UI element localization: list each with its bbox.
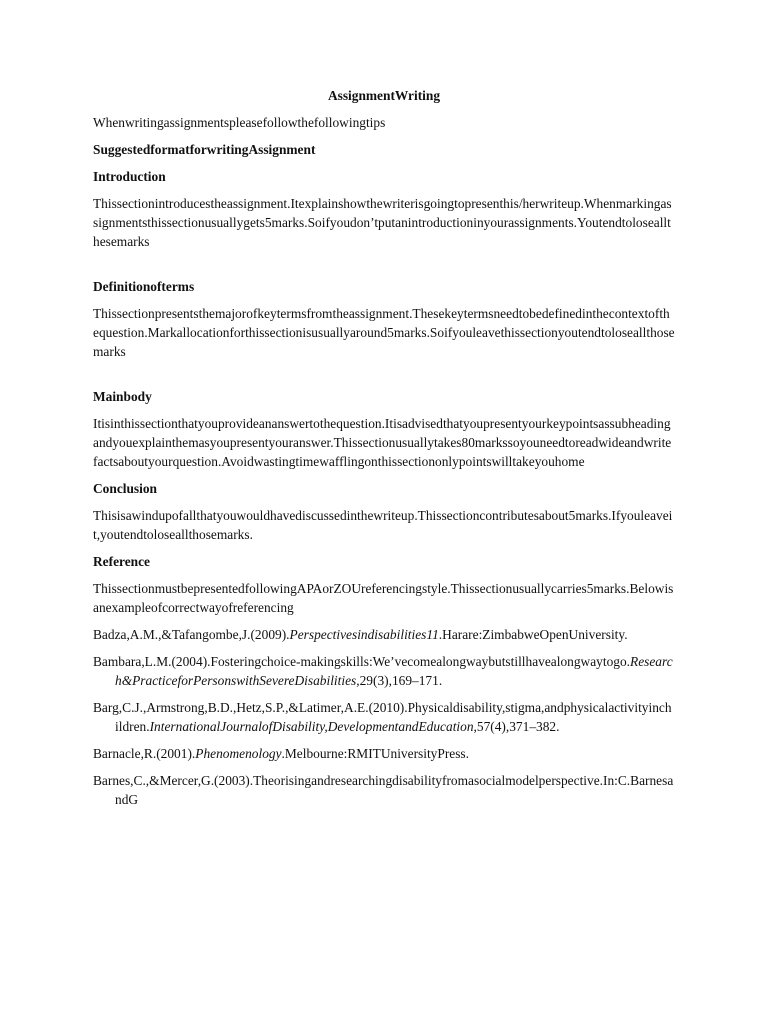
- document-page: [93, 86, 675, 817]
- reference-entry: [93, 625, 675, 644]
- reference-entry: [93, 652, 675, 690]
- reference-text: Barnes,C.,&Mercer,G.(2003).Theorisingandresearchingdisabilityfromasocialmodelperspective.In:C.BarnesandG: [93, 773, 674, 807]
- reference-text: ,57(4),371–382.: [473, 719, 560, 734]
- reference-text: Bambara,L.M.(2004).Fosteringchoice-makingskills:We’vecomealongwaybutstillhavealongwaytogo.: [93, 654, 631, 669]
- section-body-mainbody: Itisinthissectionthatyouprovideananswertothequestion.Itisadvisedthatyoupresentyourkeypointsassubheadingandyouexplainthemasyoupresentyouranswer.Thissectionusuallytakes80markssoyouneedtoreadwideandwritefactsaboutyourquestion.Avoidwastingtimewafflingonthissectiononlypointswilltakeyouhome: [93, 416, 672, 469]
- section-body-conclusion: Thisisawindupofallthatyouwouldhavediscussedinthewriteup.Thissectioncontributesabout5marks.Ifyouleaveit,youtendtoloseallthosemarks.: [93, 508, 673, 542]
- reference-italic: Phenomenology: [195, 746, 282, 761]
- reference-text: .Melbourne:RMITUniversityPress.: [281, 746, 469, 761]
- reference-text: ,29(3),169–171.: [356, 673, 443, 688]
- reference-text: Badza,A.M.,&Tafangombe,J.(2009).: [93, 627, 290, 642]
- section-heading-mainbody: Mainbody: [93, 389, 152, 404]
- format-heading: SuggestedformatforwritingAssignment: [93, 142, 316, 157]
- section-body-reference: ThissectionmustbepresentedfollowingAPAorZOUreferencingstyle.Thissectionusuallycarries5marks.Belowisanexampleofcorrectwayofreferencing: [93, 581, 674, 615]
- reference-entry: [93, 771, 675, 809]
- reference-italic: Perspectivesindisabilities11: [289, 627, 439, 642]
- document-title: AssignmentWriting: [327, 88, 441, 103]
- section-heading-introduction: Introduction: [93, 169, 166, 184]
- reference-text: Barg,C.J.,Armstrong,B.D.,Hetz,S.P.,&Latimer,A.E.(2010).Physicaldisability,stigma,andphysicalactivityinchildren.: [93, 700, 672, 734]
- reference-italic: InternationalJournalofDisability,DevelopmentandEducation: [149, 719, 474, 734]
- reference-entry: [93, 698, 675, 736]
- reference-italic: Research&PracticeforPersonswithSevereDisabilities: [115, 654, 673, 688]
- reference-entry: [93, 744, 675, 763]
- reference-text: Barnacle,R.(2001).: [93, 746, 196, 761]
- section-body-definitions: Thissectionpresentsthemajorofkeytermsfromtheassignment.Thesekeytermsneedtobedefinedinthecontextofthequestion.Markallocationforthissectionisusuallyaround5marks.Soifyouleavethissectionyoutendtoloseallthosemarks: [93, 306, 675, 359]
- reference-text: .Harare:ZimbabweOpenUniversity.: [438, 627, 628, 642]
- section-heading-definitions: Definitionofterms: [93, 279, 195, 294]
- section-heading-reference: Reference: [93, 554, 150, 569]
- section-body-introduction: Thissectionintroducestheassignment.Itexplainshowthewriterisgoingtopresenthis/herwriteup.Whenmarkingassignmentsthissectionusuallygets5marks.Soifyoudon’tputanintroductioninyourassignments.Youtendtoloseallthesemarks: [93, 196, 672, 249]
- section-heading-conclusion: Conclusion: [93, 481, 157, 496]
- intro-line: Whenwritingassignmentspleasefollowthefollowingtips: [93, 115, 386, 130]
